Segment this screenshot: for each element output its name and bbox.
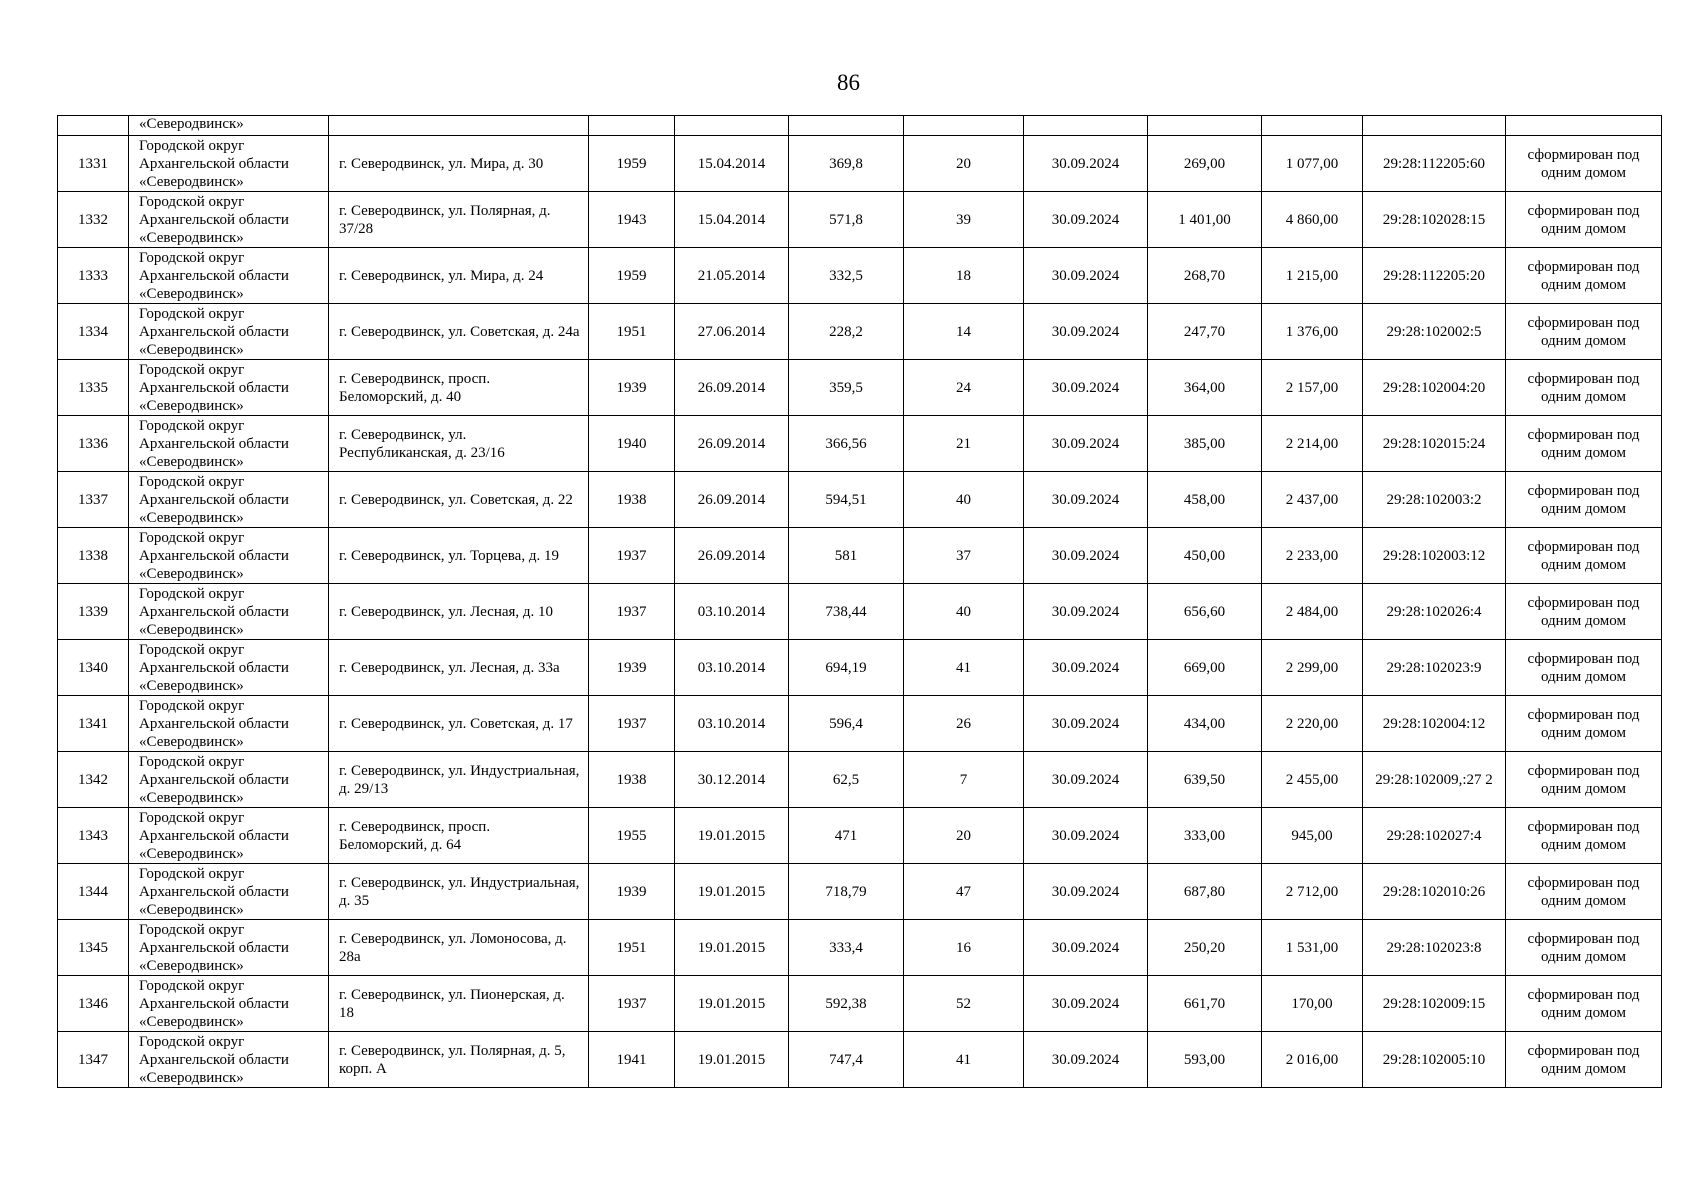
- cell-deadline: 30.09.2024: [1024, 136, 1148, 192]
- cell-owner: Городской округ Архангельской области «Северодвинск»: [129, 920, 329, 976]
- cell-status: [1506, 116, 1662, 136]
- cell-col10: 2 299,00: [1262, 640, 1363, 696]
- cell-address: г. Северодвинск, просп. Беломорский, д. 64: [329, 808, 589, 864]
- cell-col10: 1 531,00: [1262, 920, 1363, 976]
- cell-col10: 945,00: [1262, 808, 1363, 864]
- cell-cadastral: 29:28:112205:60: [1363, 136, 1506, 192]
- cell-cadastral: 29:28:102002:5: [1363, 304, 1506, 360]
- cell-col10: 170,00: [1262, 976, 1363, 1032]
- cell-area: 228,2: [789, 304, 904, 360]
- cell-cadastral: 29:28:102010:26: [1363, 864, 1506, 920]
- cell-year: 1937: [589, 696, 675, 752]
- cell-num: 1332: [58, 192, 129, 248]
- cell-area: 571,8: [789, 192, 904, 248]
- cell-status: сформирован под одним домом: [1506, 584, 1662, 640]
- cell-col9: 434,00: [1148, 696, 1262, 752]
- cell-year: 1939: [589, 864, 675, 920]
- cell-col10: 2 157,00: [1262, 360, 1363, 416]
- cell-address: г. Северодвинск, ул. Ломоносова, д. 28а: [329, 920, 589, 976]
- table-row: [58, 472, 1662, 528]
- cell-cadastral: 29:28:102027:4: [1363, 808, 1506, 864]
- cell-col10: 2 214,00: [1262, 416, 1363, 472]
- cell-status: сформирован под одним домом: [1506, 696, 1662, 752]
- cell-residents: 7: [904, 752, 1024, 808]
- cell-area: 594,51: [789, 472, 904, 528]
- cell-address: [329, 116, 589, 136]
- cell-num: [58, 116, 129, 136]
- cell-area: 592,38: [789, 976, 904, 1032]
- cell-area: 369,8: [789, 136, 904, 192]
- table-row: [58, 304, 1662, 360]
- cell-year: 1937: [589, 528, 675, 584]
- cell-owner: Городской округ Архангельской области «Северодвинск»: [129, 528, 329, 584]
- cell-area: 596,4: [789, 696, 904, 752]
- cell-year: 1939: [589, 640, 675, 696]
- cell-col9: 687,80: [1148, 864, 1262, 920]
- cell-num: 1342: [58, 752, 129, 808]
- cell-deadline: 30.09.2024: [1024, 528, 1148, 584]
- cell-area: 738,44: [789, 584, 904, 640]
- cell-col10: 1 077,00: [1262, 136, 1363, 192]
- cell-date: 03.10.2014: [675, 640, 789, 696]
- cell-col9: 639,50: [1148, 752, 1262, 808]
- table-row: [58, 696, 1662, 752]
- cell-cadastral: 29:28:102023:8: [1363, 920, 1506, 976]
- cell-residents: 37: [904, 528, 1024, 584]
- table-row: [58, 136, 1662, 192]
- cell-deadline: 30.09.2024: [1024, 304, 1148, 360]
- cell-deadline: 30.09.2024: [1024, 752, 1148, 808]
- cell-col10: 4 860,00: [1262, 192, 1363, 248]
- cell-date: 19.01.2015: [675, 920, 789, 976]
- cell-num: 1338: [58, 528, 129, 584]
- cell-year: 1939: [589, 360, 675, 416]
- cell-status: сформирован под одним домом: [1506, 248, 1662, 304]
- cell-residents: 26: [904, 696, 1024, 752]
- cell-area: [789, 116, 904, 136]
- cell-cadastral: 29:28:102028:15: [1363, 192, 1506, 248]
- cell-num: 1334: [58, 304, 129, 360]
- cell-owner: Городской округ Архангельской области «Северодвинск»: [129, 976, 329, 1032]
- cell-residents: 20: [904, 136, 1024, 192]
- table-row: [58, 640, 1662, 696]
- cell-date: [675, 116, 789, 136]
- cell-col9: 450,00: [1148, 528, 1262, 584]
- cell-residents: 20: [904, 808, 1024, 864]
- cell-owner: Городской округ Архангельской области «Северодвинск»: [129, 192, 329, 248]
- cell-area: 747,4: [789, 1032, 904, 1088]
- cell-col9: 669,00: [1148, 640, 1262, 696]
- cell-status: сформирован под одним домом: [1506, 640, 1662, 696]
- cell-cadastral: 29:28:102026:4: [1363, 584, 1506, 640]
- cell-num: 1340: [58, 640, 129, 696]
- cell-col9: 1 401,00: [1148, 192, 1262, 248]
- cell-col9: 268,70: [1148, 248, 1262, 304]
- cell-col10: 2 455,00: [1262, 752, 1363, 808]
- cell-num: 1336: [58, 416, 129, 472]
- cell-num: 1333: [58, 248, 129, 304]
- cell-year: 1938: [589, 472, 675, 528]
- page-number: 86: [837, 70, 860, 95]
- cell-area: 471: [789, 808, 904, 864]
- cell-date: 19.01.2015: [675, 808, 789, 864]
- cell-owner: Городской округ Архангельской области «Северодвинск»: [129, 864, 329, 920]
- table-body: [58, 116, 1662, 1088]
- cell-cadastral: 29:28:102004:12: [1363, 696, 1506, 752]
- cell-num: 1335: [58, 360, 129, 416]
- cell-owner: Городской округ Архангельской области «Северодвинск»: [129, 248, 329, 304]
- cell-num: 1331: [58, 136, 129, 192]
- cell-deadline: 30.09.2024: [1024, 1032, 1148, 1088]
- cell-address: г. Северодвинск, ул. Индустриальная, д. 35: [329, 864, 589, 920]
- table-row: [58, 920, 1662, 976]
- cell-residents: 16: [904, 920, 1024, 976]
- cell-residents: 40: [904, 472, 1024, 528]
- cell-owner: Городской округ Архангельской области «Северодвинск»: [129, 416, 329, 472]
- continued-row: [58, 116, 1662, 136]
- cell-date: 15.04.2014: [675, 192, 789, 248]
- cell-owner: Городской округ Архангельской области «Северодвинск»: [129, 696, 329, 752]
- cell-residents: 39: [904, 192, 1024, 248]
- cell-num: 1347: [58, 1032, 129, 1088]
- cell-date: 26.09.2014: [675, 528, 789, 584]
- cell-address: г. Северодвинск, ул. Советская, д. 24а: [329, 304, 589, 360]
- cell-owner: Городской округ Архангельской области «Северодвинск»: [129, 584, 329, 640]
- cell-date: 30.12.2014: [675, 752, 789, 808]
- cell-owner: Городской округ Архангельской области «Северодвинск»: [129, 360, 329, 416]
- cell-year: 1940: [589, 416, 675, 472]
- cell-deadline: 30.09.2024: [1024, 248, 1148, 304]
- cell-address: г. Северодвинск, ул. Полярная, д. 5, корп. А: [329, 1032, 589, 1088]
- table-row: [58, 248, 1662, 304]
- cell-deadline: 30.09.2024: [1024, 696, 1148, 752]
- cell-owner: Городской округ Архангельской области «Северодвинск»: [129, 304, 329, 360]
- cell-status: сформирован под одним домом: [1506, 1032, 1662, 1088]
- cell-deadline: 30.09.2024: [1024, 416, 1148, 472]
- cell-status: сформирован под одним домом: [1506, 416, 1662, 472]
- cell-residents: 41: [904, 640, 1024, 696]
- cell-residents: 47: [904, 864, 1024, 920]
- cell-num: 1339: [58, 584, 129, 640]
- cell-status: сформирован под одним домом: [1506, 528, 1662, 584]
- cell-owner: «Северодвинск»: [129, 116, 329, 136]
- cell-address: г. Северодвинск, ул. Республиканская, д. 23/16: [329, 416, 589, 472]
- cell-col10: 2 437,00: [1262, 472, 1363, 528]
- cell-address: г. Северодвинск, ул. Мира, д. 30: [329, 136, 589, 192]
- cell-deadline: 30.09.2024: [1024, 864, 1148, 920]
- cell-cadastral: 29:28:102004:20: [1363, 360, 1506, 416]
- cell-date: 26.09.2014: [675, 472, 789, 528]
- cell-deadline: 30.09.2024: [1024, 976, 1148, 1032]
- cell-area: 694,19: [789, 640, 904, 696]
- cell-residents: 14: [904, 304, 1024, 360]
- cell-residents: 40: [904, 584, 1024, 640]
- cell-status: сформирован под одним домом: [1506, 304, 1662, 360]
- cell-num: 1337: [58, 472, 129, 528]
- cell-status: сформирован под одним домом: [1506, 136, 1662, 192]
- cell-residents: 18: [904, 248, 1024, 304]
- cell-year: 1951: [589, 304, 675, 360]
- table-row: [58, 416, 1662, 472]
- cell-deadline: 30.09.2024: [1024, 640, 1148, 696]
- cell-cadastral: 29:28:102003:2: [1363, 472, 1506, 528]
- cell-residents: 24: [904, 360, 1024, 416]
- cell-address: г. Северодвинск, ул. Полярная, д. 37/28: [329, 192, 589, 248]
- cell-address: г. Северодвинск, ул. Мира, д. 24: [329, 248, 589, 304]
- cell-area: 359,5: [789, 360, 904, 416]
- cell-col9: 333,00: [1148, 808, 1262, 864]
- cell-address: г. Северодвинск, ул. Советская, д. 17: [329, 696, 589, 752]
- cell-deadline: 30.09.2024: [1024, 360, 1148, 416]
- cell-cadastral: 29:28:102009:15: [1363, 976, 1506, 1032]
- cell-col9: 656,60: [1148, 584, 1262, 640]
- table-row: [58, 584, 1662, 640]
- cell-date: 03.10.2014: [675, 584, 789, 640]
- cell-year: 1959: [589, 248, 675, 304]
- cell-date: 21.05.2014: [675, 248, 789, 304]
- cell-col10: 2 712,00: [1262, 864, 1363, 920]
- table-row: [58, 528, 1662, 584]
- cell-num: 1345: [58, 920, 129, 976]
- cell-deadline: 30.09.2024: [1024, 472, 1148, 528]
- cell-status: сформирован под одним домом: [1506, 752, 1662, 808]
- cell-col10: 2 220,00: [1262, 696, 1363, 752]
- cell-deadline: 30.09.2024: [1024, 808, 1148, 864]
- cell-col9: 250,20: [1148, 920, 1262, 976]
- cell-year: 1951: [589, 920, 675, 976]
- table-row: [58, 1032, 1662, 1088]
- cell-col9: 364,00: [1148, 360, 1262, 416]
- cell-date: 19.01.2015: [675, 976, 789, 1032]
- cell-year: 1941: [589, 1032, 675, 1088]
- cell-area: 581: [789, 528, 904, 584]
- cell-address: г. Северодвинск, ул. Советская, д. 22: [329, 472, 589, 528]
- cell-col10: 2 484,00: [1262, 584, 1363, 640]
- cell-col9: 385,00: [1148, 416, 1262, 472]
- cell-cadastral: 29:28:112205:20: [1363, 248, 1506, 304]
- cell-status: сформирован под одним домом: [1506, 808, 1662, 864]
- cell-date: 26.09.2014: [675, 360, 789, 416]
- cell-address: г. Северодвинск, ул. Лесная, д. 10: [329, 584, 589, 640]
- housing-registry-table: [57, 115, 1662, 1088]
- cell-year: 1938: [589, 752, 675, 808]
- cell-col9: 269,00: [1148, 136, 1262, 192]
- table-row: [58, 808, 1662, 864]
- cell-date: 27.06.2014: [675, 304, 789, 360]
- cell-status: сформирован под одним домом: [1506, 472, 1662, 528]
- cell-date: 15.04.2014: [675, 136, 789, 192]
- cell-num: 1343: [58, 808, 129, 864]
- cell-year: 1955: [589, 808, 675, 864]
- cell-date: 26.09.2014: [675, 416, 789, 472]
- table-row: [58, 360, 1662, 416]
- cell-area: 366,56: [789, 416, 904, 472]
- cell-cadastral: 29:28:102005:10: [1363, 1032, 1506, 1088]
- cell-owner: Городской округ Архангельской области «Северодвинск»: [129, 1032, 329, 1088]
- cell-address: г. Северодвинск, просп. Беломорский, д. 40: [329, 360, 589, 416]
- cell-status: сформирован под одним домом: [1506, 360, 1662, 416]
- cell-col9: 458,00: [1148, 472, 1262, 528]
- table-row: [58, 864, 1662, 920]
- cell-area: 718,79: [789, 864, 904, 920]
- cell-col10: 1 376,00: [1262, 304, 1363, 360]
- cell-col10: [1262, 116, 1363, 136]
- table-row: [58, 192, 1662, 248]
- cell-address: г. Северодвинск, ул. Индустриальная, д. 29/13: [329, 752, 589, 808]
- cell-cadastral: 29:28:102023:9: [1363, 640, 1506, 696]
- cell-status: сформирован под одним домом: [1506, 920, 1662, 976]
- cell-year: 1959: [589, 136, 675, 192]
- cell-deadline: 30.09.2024: [1024, 192, 1148, 248]
- cell-cadastral: 29:28:102009,:27 2: [1363, 752, 1506, 808]
- cell-owner: Городской округ Архангельской области «Северодвинск»: [129, 640, 329, 696]
- cell-cadastral: [1363, 116, 1506, 136]
- cell-residents: 52: [904, 976, 1024, 1032]
- cell-cadastral: 29:28:102003:12: [1363, 528, 1506, 584]
- cell-status: сформирован под одним домом: [1506, 976, 1662, 1032]
- cell-address: г. Северодвинск, ул. Торцева, д. 19: [329, 528, 589, 584]
- cell-status: сформирован под одним домом: [1506, 192, 1662, 248]
- cell-owner: Городской округ Архангельской области «Северодвинск»: [129, 752, 329, 808]
- cell-deadline: 30.09.2024: [1024, 584, 1148, 640]
- cell-owner: Городской округ Архангельской области «Северодвинск»: [129, 472, 329, 528]
- cell-year: 1937: [589, 584, 675, 640]
- table-row: [58, 976, 1662, 1032]
- cell-owner: Городской округ Архангельской области «Северодвинск»: [129, 136, 329, 192]
- cell-cadastral: 29:28:102015:24: [1363, 416, 1506, 472]
- cell-date: 03.10.2014: [675, 696, 789, 752]
- cell-year: 1937: [589, 976, 675, 1032]
- cell-year: 1943: [589, 192, 675, 248]
- cell-date: 19.01.2015: [675, 864, 789, 920]
- cell-address: г. Северодвинск, ул. Пионерская, д. 18: [329, 976, 589, 1032]
- cell-deadline: [1024, 116, 1148, 136]
- cell-year: [589, 116, 675, 136]
- cell-col10: 2 233,00: [1262, 528, 1363, 584]
- cell-col9: 593,00: [1148, 1032, 1262, 1088]
- cell-col9: 661,70: [1148, 976, 1262, 1032]
- cell-col10: 1 215,00: [1262, 248, 1363, 304]
- cell-num: 1344: [58, 864, 129, 920]
- cell-date: 19.01.2015: [675, 1032, 789, 1088]
- cell-col9: 247,70: [1148, 304, 1262, 360]
- cell-residents: 21: [904, 416, 1024, 472]
- cell-deadline: 30.09.2024: [1024, 920, 1148, 976]
- cell-num: 1346: [58, 976, 129, 1032]
- cell-col10: 2 016,00: [1262, 1032, 1363, 1088]
- cell-area: 62,5: [789, 752, 904, 808]
- cell-area: 332,5: [789, 248, 904, 304]
- cell-residents: [904, 116, 1024, 136]
- cell-residents: 41: [904, 1032, 1024, 1088]
- cell-area: 333,4: [789, 920, 904, 976]
- cell-col9: [1148, 116, 1262, 136]
- cell-status: сформирован под одним домом: [1506, 864, 1662, 920]
- cell-num: 1341: [58, 696, 129, 752]
- table-row: [58, 752, 1662, 808]
- cell-owner: Городской округ Архангельской области «Северодвинск»: [129, 808, 329, 864]
- cell-address: г. Северодвинск, ул. Лесная, д. 33а: [329, 640, 589, 696]
